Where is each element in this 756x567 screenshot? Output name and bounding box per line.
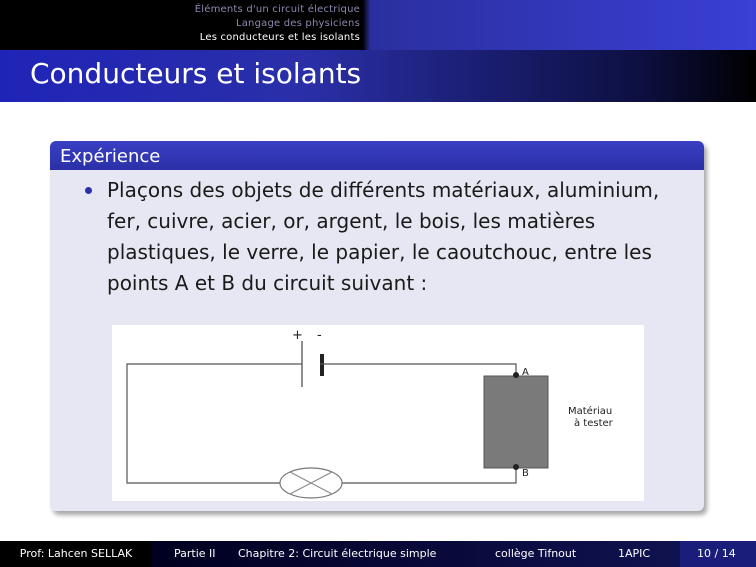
nav-item-elements[interactable]: Éléments d'un circuit électrique [194,4,360,15]
footer-author: Prof: Lahcen SELLAK [0,541,152,567]
page-number: 10 / 14 [697,547,736,560]
nav-item-conducteurs[interactable]: Les conducteurs et les isolants [199,32,360,43]
footer-info [152,541,680,567]
lamp-icon [280,468,342,498]
point-b-label: B [522,468,529,479]
material-label-line1: Matériau [568,406,613,417]
experience-block [50,141,704,511]
footer-class: 1APIC [618,547,651,560]
bullet-text: Plaçons des objets de différents matériaux, aluminium, fer, cuivre, acier, or, argent, le bois, les matières plastiques, le verre, le papier, le caoutchouc, entre les points A et B du circuit suivant : [107,178,660,295]
battery-icon [298,341,324,387]
circuit-wires [127,364,516,483]
material-label-line2: à tester [574,418,613,429]
battery-plus-label: + [292,328,303,343]
circuit-diagram [112,325,644,501]
footer-part: Partie II [174,547,216,560]
footer-school: collège Tifnout [495,547,577,560]
footer-chapter: Chapitre 2: Circuit électrique simple [238,547,437,560]
footer-page-box [680,541,756,567]
title-bar [0,50,756,102]
footer [0,541,756,567]
section-list [195,3,360,45]
material-block [484,376,548,468]
slide-title: Conducteurs et isolants [30,57,362,90]
circuit-svg [112,325,644,501]
point-b-dot [513,464,519,470]
battery-minus-label: - [317,328,322,343]
bullet-icon [85,187,92,194]
point-a-dot [513,372,519,378]
block-title: Expérience [50,141,704,170]
nav-item-langage[interactable]: Langage des physiciens [235,18,360,29]
point-a-label: A [522,367,529,378]
header-navigation [0,0,756,50]
